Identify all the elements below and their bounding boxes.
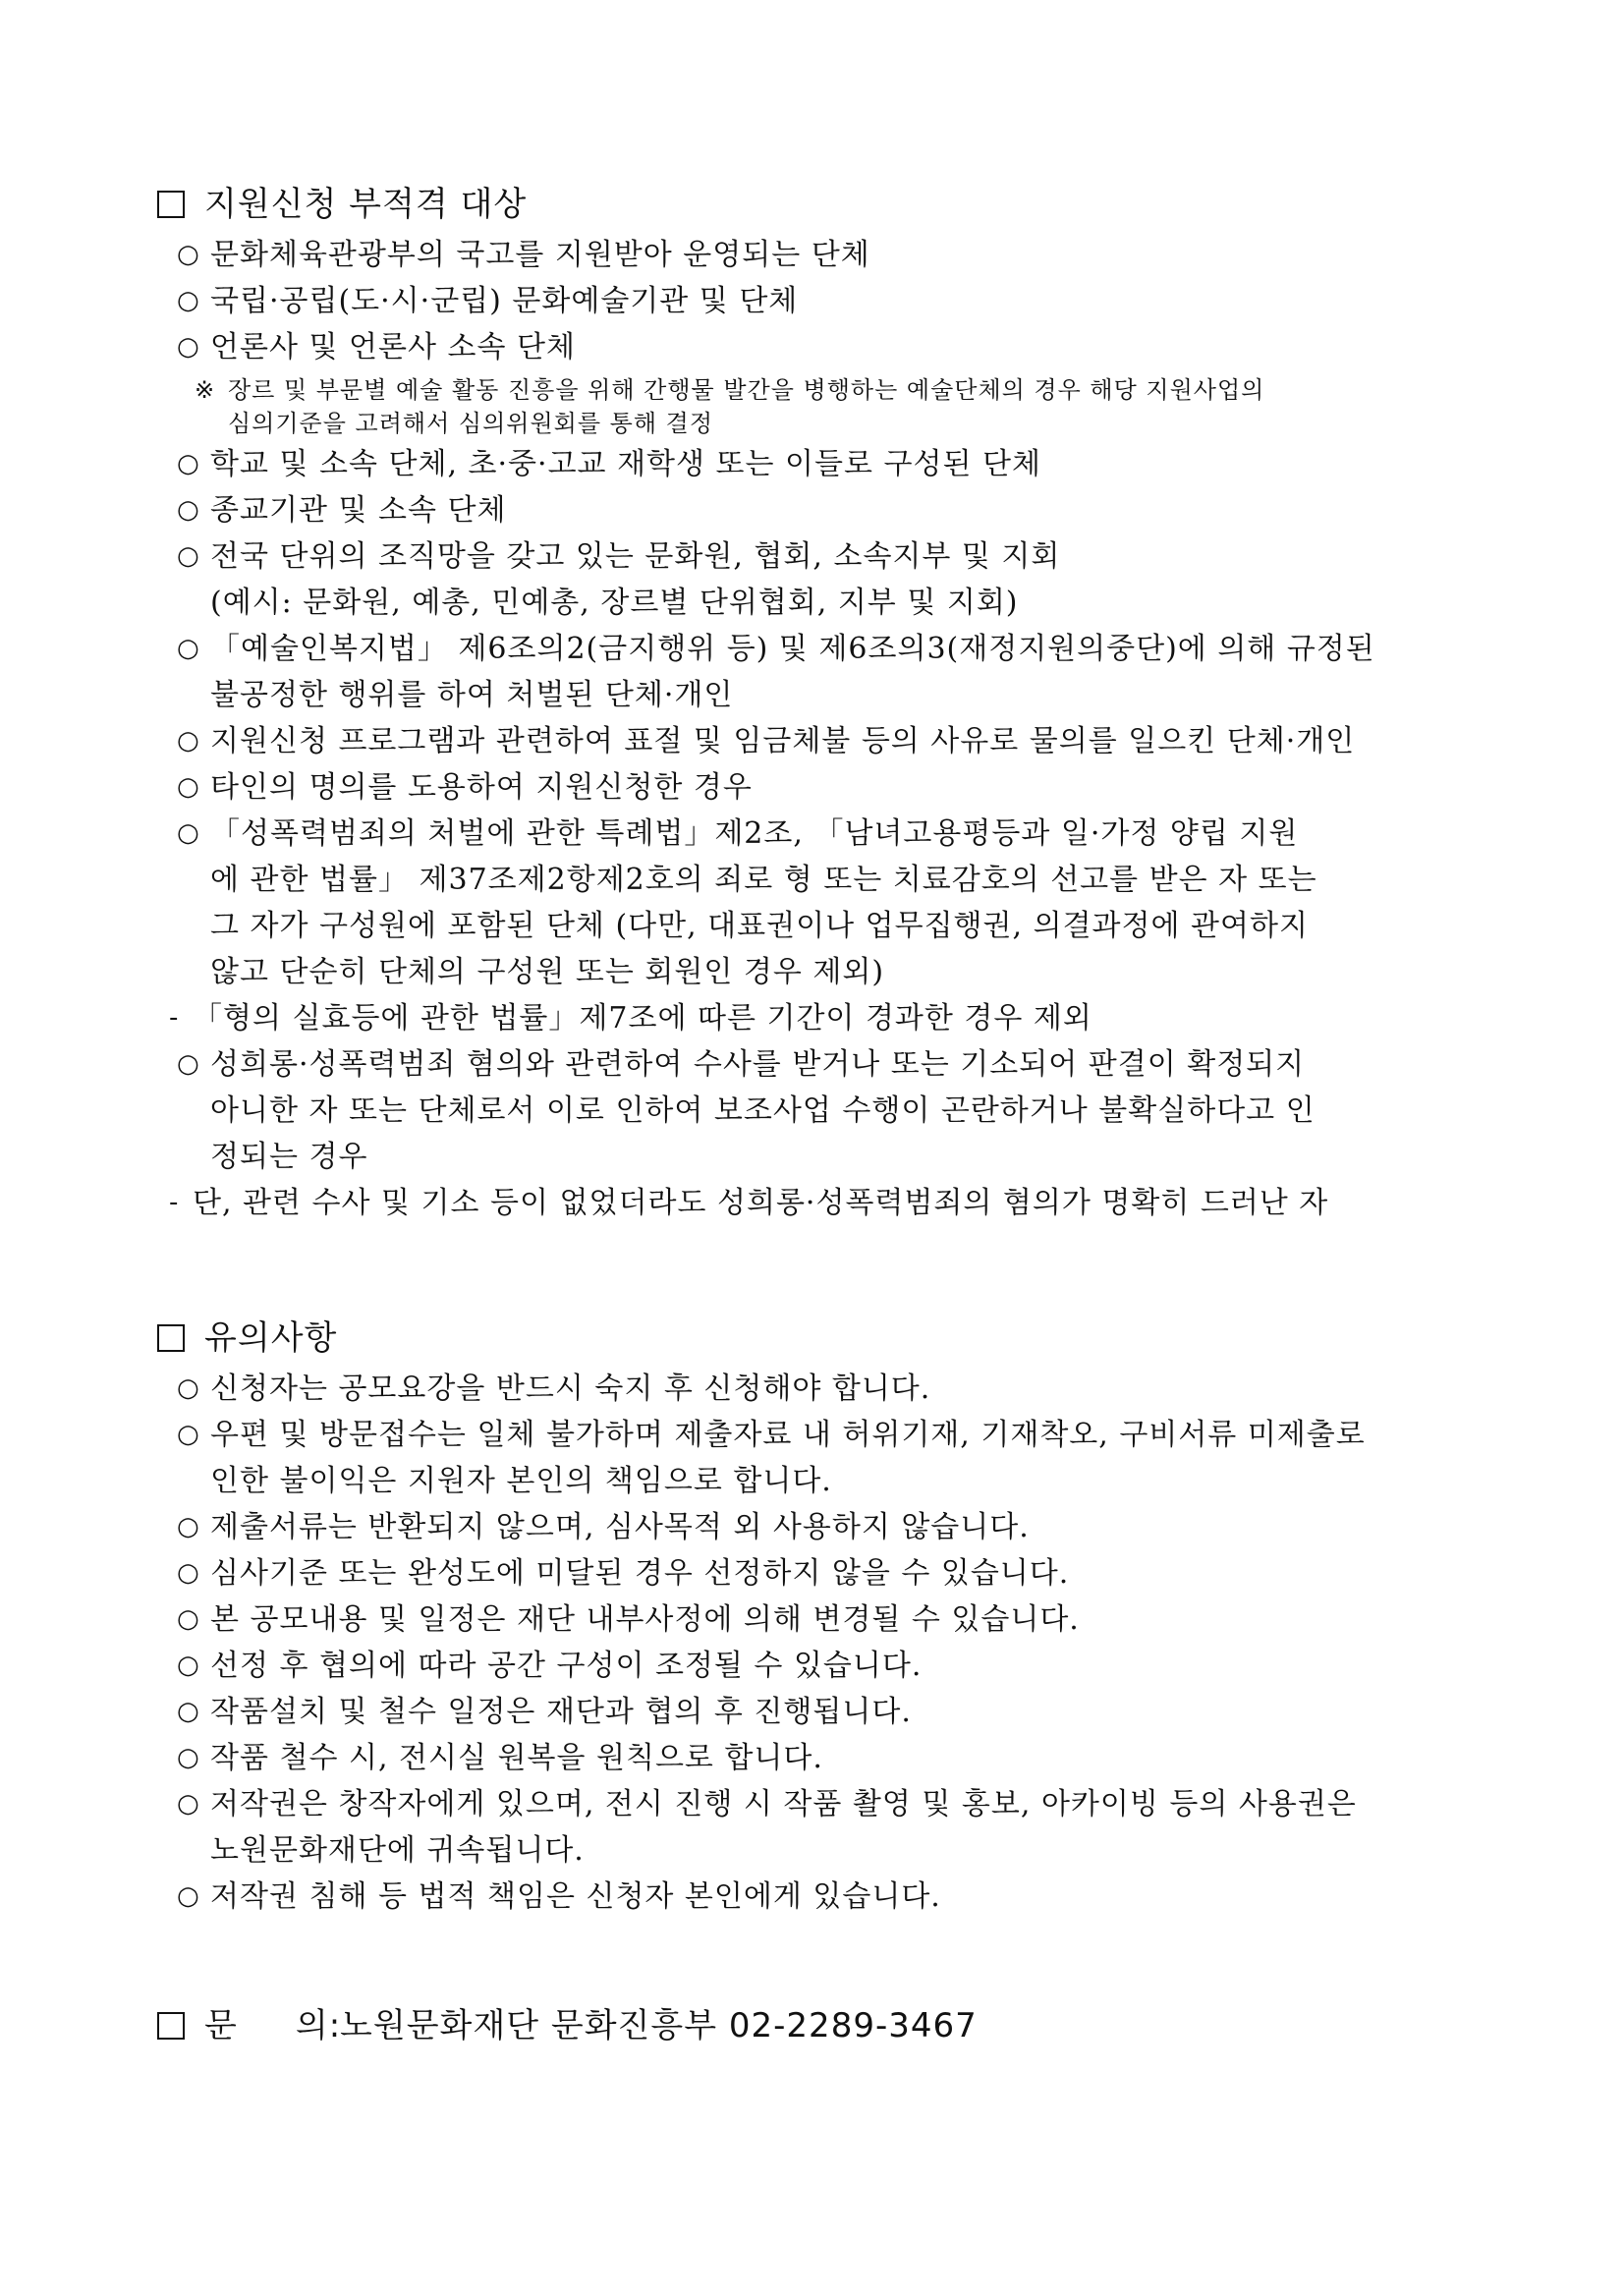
list-item-text: 심사기준 또는 완성도에 미달된 경우 선정하지 않을 수 있습니다. — [210, 1556, 1070, 1591]
list-item-line — [157, 1735, 1493, 1781]
list-item-continuation: 심의기준을 고려해서 심의위원회를 통해 결정 — [228, 410, 714, 437]
checkbox-square-icon — [157, 1324, 185, 1352]
circle-bullet-icon: ○ — [177, 1373, 200, 1403]
circle-bullet-icon: ○ — [177, 286, 200, 315]
list-item — [157, 1874, 1493, 1920]
circle-bullet-icon: ○ — [177, 1743, 200, 1772]
contact-label: 문 의: — [204, 2006, 342, 2045]
circle-bullet-icon: ○ — [177, 332, 200, 362]
list-item — [157, 232, 1493, 278]
list-item-line — [157, 1504, 1493, 1550]
contact-line — [157, 2004, 1493, 2047]
circle-bullet-icon: ○ — [177, 1789, 200, 1819]
list-item-text: 전국 단위의 조직망을 갖고 있는 문화원, 협회, 소속지부 및 지회 — [210, 539, 1061, 574]
reference-mark-icon: ※ — [195, 376, 216, 404]
list-item-line — [157, 441, 1493, 487]
list-item — [157, 995, 1493, 1041]
list-item-line — [157, 764, 1493, 811]
list-item-line — [157, 1041, 1493, 1088]
circle-bullet-icon: ○ — [177, 240, 200, 269]
list-item-line — [157, 232, 1493, 278]
list-item-continuation: 에 관한 법률」 제37조제2항제2호의 죄로 형 또는 치료감호의 선고를 받은 자 또는 — [210, 863, 1317, 897]
list-item-line — [157, 533, 1493, 580]
list-item-line — [157, 1596, 1493, 1643]
list-item — [157, 1781, 1493, 1874]
list-item-text: 단, 관련 수사 및 기소 등이 없었더라도 성희롱·성폭력범죄의 혐의가 명확히 드러난 자 — [193, 1186, 1329, 1220]
dash-bullet-icon: - — [169, 1188, 180, 1217]
list-item — [157, 1412, 1493, 1504]
dash-bullet-icon: - — [169, 1003, 180, 1033]
checkbox-square-icon — [157, 2012, 185, 2040]
list-item — [157, 1041, 1493, 1180]
list-item-text: 종교기관 및 소속 단체 — [210, 493, 507, 528]
section-title: 유의사항 — [204, 1318, 338, 1358]
list-item — [157, 1735, 1493, 1781]
list-item-text: 성희롱·성폭력범죄 혐의와 관련하여 수사를 받거나 또는 기소되어 판결이 확정되지 — [210, 1047, 1306, 1082]
list-item — [157, 1180, 1493, 1226]
list-item-continuation: 정되는 경우 — [210, 1140, 368, 1174]
section-heading — [157, 183, 1493, 226]
circle-bullet-icon: ○ — [177, 1512, 200, 1541]
list-item-line — [157, 1874, 1493, 1920]
list-item — [157, 1366, 1493, 1412]
circle-bullet-icon: ○ — [177, 495, 200, 525]
circle-bullet-icon: ○ — [177, 772, 200, 802]
list-item-continuation: 않고 단순히 단체의 구성원 또는 회원인 경우 제외) — [210, 955, 885, 989]
list-item-line — [157, 487, 1493, 533]
list-item-continuation: 그 자가 구성원에 포함된 단체 (다만, 대표권이나 업무집행권, 의결과정에 관여하지 — [210, 909, 1309, 943]
list-item — [157, 370, 1493, 441]
list-item-line — [157, 626, 1493, 672]
list-item — [157, 1550, 1493, 1596]
circle-bullet-icon: ○ — [177, 1881, 200, 1911]
list-item — [157, 718, 1493, 764]
section-contact — [157, 2004, 1493, 2047]
list-item — [157, 441, 1493, 487]
list-item-line — [157, 324, 1493, 370]
list-item-line — [157, 995, 1493, 1041]
list-item — [157, 1596, 1493, 1643]
list-item-text: 「예술인복지법」 제6조의2(금지행위 등) 및 제6조의3(재정지원의중단)에 의해 규정된 — [210, 632, 1375, 666]
list-item-continuation: (예시: 문화원, 예총, 민예총, 장르별 단위협회, 지부 및 지회) — [210, 586, 1019, 620]
list-item-text: 선정 후 협의에 따라 공간 구성이 조정될 수 있습니다. — [210, 1649, 923, 1683]
circle-bullet-icon: ○ — [177, 1651, 200, 1680]
list-item-text: 저작권 침해 등 법적 책임은 신청자 본인에게 있습니다. — [210, 1879, 941, 1914]
circle-bullet-icon: ○ — [177, 1604, 200, 1634]
circle-bullet-icon: ○ — [177, 634, 200, 663]
circle-bullet-icon: ○ — [177, 1420, 200, 1449]
list-item-text: 학교 및 소속 단체, 초·중·고교 재학생 또는 이들로 구성된 단체 — [210, 447, 1041, 481]
list-item-line — [157, 1366, 1493, 1412]
list-item-text: 장르 및 부문별 예술 활동 진흥을 위해 간행물 발간을 병행하는 예술단체의 경우 해당 지원사업의 — [228, 376, 1265, 404]
list-item-text: 국립·공립(도·시·군립) 문화예술기관 및 단체 — [210, 284, 799, 318]
list-item — [157, 278, 1493, 324]
list-item-line — [157, 1781, 1493, 1827]
list-item-continuation: 불공정한 행위를 하여 처벌된 단체·개인 — [210, 678, 734, 712]
list-item-continuation: 아니한 자 또는 단체로서 이로 인하여 보조사업 수행이 곤란하거나 불확실하다고 인 — [210, 1093, 1316, 1128]
checkbox-square-icon — [157, 191, 185, 218]
circle-bullet-icon: ○ — [177, 1049, 200, 1079]
circle-bullet-icon: ○ — [177, 541, 200, 571]
list-item-line — [157, 1689, 1493, 1735]
list-item — [157, 487, 1493, 533]
list-item-text: 「성폭력범죄의 처벌에 관한 특례법」제2조, 「남녀고용평등과 일·가정 양립 지원 — [210, 816, 1299, 851]
list-item — [157, 1643, 1493, 1689]
circle-bullet-icon: ○ — [177, 818, 200, 848]
list-item — [157, 1689, 1493, 1735]
list-item-text: 제출서류는 반환되지 않으며, 심사목적 외 사용하지 않습니다. — [210, 1510, 1030, 1544]
list-item-text: 신청자는 공모요강을 반드시 숙지 후 신청해야 합니다. — [210, 1372, 931, 1406]
list-item-line — [157, 1550, 1493, 1596]
list-item-text: 작품설치 및 철수 일정은 재단과 협의 후 진행됩니다. — [210, 1695, 912, 1729]
list-item-line — [157, 1643, 1493, 1689]
list-item-line — [157, 278, 1493, 324]
list-item — [157, 626, 1493, 718]
circle-bullet-icon: ○ — [177, 726, 200, 756]
list-item-line — [157, 1180, 1493, 1226]
list-item — [157, 1504, 1493, 1550]
section-title: 지원신청 부적격 대상 — [204, 185, 528, 224]
list-item-text: 지원신청 프로그램과 관련하여 표절 및 임금체불 등의 사유로 물의를 일으킨 단체·개인 — [210, 724, 1356, 758]
list-item-text: 저작권은 창작자에게 있으며, 전시 진행 시 작품 촬영 및 홍보, 아카이빙 등의 사용권은 — [210, 1787, 1357, 1821]
list-item — [157, 811, 1493, 995]
circle-bullet-icon: ○ — [177, 1558, 200, 1588]
list-item-text: 작품 철수 시, 전시실 원복을 원칙으로 합니다. — [210, 1741, 823, 1775]
list-item-continuation: 노원문화재단에 귀속됩니다. — [210, 1833, 585, 1868]
list-item-line — [157, 811, 1493, 857]
contact-value: 노원문화재단 문화진흥부 02-2289-3467 — [340, 2006, 978, 2045]
circle-bullet-icon: ○ — [177, 449, 200, 478]
list-item — [157, 764, 1493, 811]
ineligible-list — [157, 232, 1493, 1226]
circle-bullet-icon: ○ — [177, 1697, 200, 1726]
list-item — [157, 533, 1493, 626]
list-item-text: 우편 및 방문접수는 일체 불가하며 제출자료 내 허위기재, 기재착오, 구비서류 미제출로 — [210, 1418, 1366, 1452]
list-item-line — [157, 370, 1493, 410]
list-item-line — [157, 1412, 1493, 1458]
section-ineligible — [157, 183, 1493, 1226]
list-item-text: 타인의 명의를 도용하여 지원신청한 경우 — [210, 770, 753, 805]
notes-list — [157, 1366, 1493, 1920]
section-heading — [157, 1316, 1493, 1360]
list-item-text: 언론사 및 언론사 소속 단체 — [210, 330, 576, 364]
list-item-text: 「형의 실효등에 관한 법률」제7조에 따른 기간이 경과한 경우 제외 — [193, 1001, 1092, 1036]
section-notes — [157, 1316, 1493, 1920]
list-item-continuation: 인한 불이익은 지원자 본인의 책임으로 합니다. — [210, 1464, 832, 1498]
list-item — [157, 324, 1493, 370]
list-item-line — [157, 718, 1493, 764]
list-item-text: 본 공모내용 및 일정은 재단 내부사정에 의해 변경될 수 있습니다. — [210, 1602, 1080, 1637]
list-item-text: 문화체육관광부의 국고를 지원받아 운영되는 단체 — [210, 238, 870, 272]
